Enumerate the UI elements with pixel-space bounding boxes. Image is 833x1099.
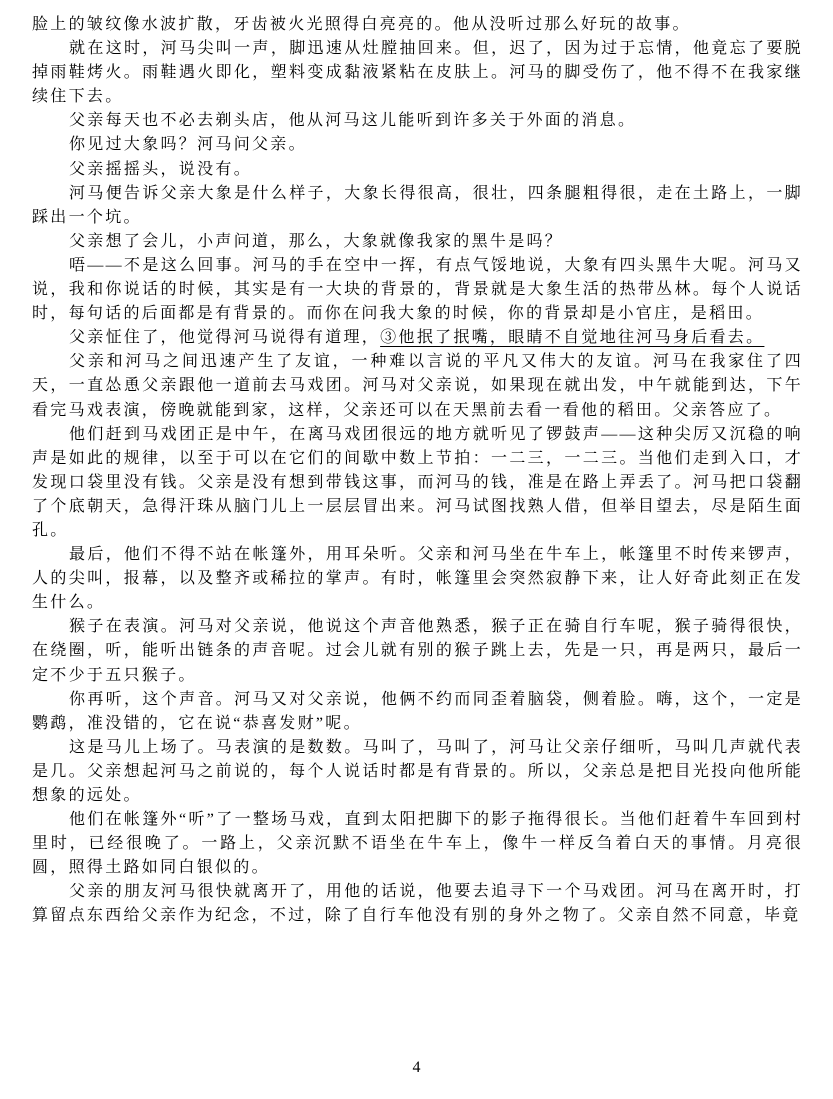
text-segment: 他们在帐篷外“听”了一整场马戏，直到太阳把脚下的影子拖得很长。当他们赶着牛车回到村里时，已经很晚了。一路上，父亲沉默不语坐在牛车上，像牛一样反刍着白天的事情。月亮很圆，照得土路如同白银似的。 xyxy=(32,811,803,877)
paragraph xyxy=(32,230,803,254)
text-segment: 脸上的皱纹像水波扩散，牙齿被火光照得白亮亮的。他从没听过那么好玩的故事。 xyxy=(32,16,691,33)
paragraph xyxy=(32,880,803,928)
text-segment: 父亲摇摇头，说没有。 xyxy=(69,160,253,178)
page-number: 4 xyxy=(412,1059,421,1076)
paragraph xyxy=(32,182,803,230)
text-segment: 就在这时，河马尖叫一声，脚迅速从灶膛抽回来。但，迟了，因为过于忘情，他竟忘了要脱掉雨鞋烤火。雨鞋遇火即化，塑料变成黏液紧粘在皮肤上。河马的脚受伤了，他不得不在我家继续住下去。 xyxy=(32,40,803,106)
paragraph xyxy=(32,350,803,422)
text-segment: 父亲和河马之间迅速产生了友谊，一种难以言说的平凡又伟大的友谊。河马在我家住了四天，一直怂恿父亲跟他一道前去马戏团。河马对父亲说，如果现在就出发，中午就能到达，下午看完马戏表演，傍晚就能到家，这样，父亲还可以在天黑前去看一看他的稻田。父亲答应了。 xyxy=(32,353,803,419)
paragraph xyxy=(32,808,803,880)
paragraph xyxy=(32,423,803,543)
paragraph xyxy=(32,109,803,133)
text-segment: 猴子在表演。河马对父亲说，他说这个声音他熟悉，猴子正在骑自行车呢，猴子骑得很快，在绕圈，听，能听出链条的声音呢。过会儿就有别的猴子跳上去，先是一只，再是两只，最后一定不少于五只猴子。 xyxy=(32,618,803,684)
text-segment: 父亲怔住了，他觉得河马说得有道理， xyxy=(69,329,381,347)
paragraph xyxy=(32,158,803,182)
underlined-sentence: ③他抿了抿嘴，眼睛不自觉地往河马身后看去。 xyxy=(380,329,765,347)
paragraph xyxy=(32,133,803,157)
text-segment: 父亲的朋友河马很快就离开了，用他的话说，他要去追寻下一个马戏团。河马在离开时，打算留点东西给父亲作为纪念，不过，除了自行车他没有别的身外之物了。父亲自然不同意，毕竟 xyxy=(32,883,803,925)
paragraph xyxy=(32,13,803,37)
paragraph xyxy=(32,254,803,326)
text-segment: 你见过大象吗？河马问父亲。 xyxy=(69,136,307,154)
text-segment: 唔——不是这么回事。河马的手在空中一挥，有点气馁地说，大象有四头黑牛大呢。河马又说，我和你说话的时候，其实是有一大块的背景的，背景就是大象生活的热带丛林。每个人说话时，每句话的后面都是有背景的。而你在问我大象的时候，你的背景却是小官庄，是稻田。 xyxy=(32,256,803,323)
text-segment: 河马便告诉父亲大象是什么样子，大象长得很高，很壮，四条腿粗得很，走在土路上，一脚踩出一个坑。 xyxy=(32,184,803,226)
paragraph xyxy=(32,326,803,350)
text-segment: 父亲每天也不必去剃头店，他从河马这儿能听到许多关于外面的消息。 xyxy=(69,112,637,130)
paragraph xyxy=(32,736,803,808)
paragraph xyxy=(32,688,803,736)
paragraph xyxy=(32,37,803,109)
text-segment: 最后，他们不得不站在帐篷外，用耳朵听。父亲和河马坐在牛车上，帐篷里不时传来锣声，人的尖叫，报幕，以及整齐或稀拉的掌声。有时，帐篷里会突然寂静下来，让人好奇此刻正在发生什么。 xyxy=(32,546,803,612)
text-segment: 这是马儿上场了。马表演的是数数。马叫了，马叫了，河马让父亲仔细听，马叫几声就代表是几。父亲想起河马之前说的，每个人说话时都是有背景的。所以，父亲总是把目光投向他所能想象的远处。 xyxy=(32,738,803,804)
document-body xyxy=(32,13,803,929)
paragraph xyxy=(32,615,803,687)
text-segment: 你再听，这个声音。河马又对父亲说，他俩不约而同歪着脑袋，侧着脸。嗨，这个，一定是鹦鹉，准没错的，它在说“恭喜发财”呢。 xyxy=(32,690,803,732)
text-segment: 父亲想了会儿，小声问道，那么，大象就像我家的黑牛是吗？ xyxy=(69,232,564,250)
paragraph xyxy=(32,543,803,615)
text-segment: 他们赶到马戏团正是中午，在离马戏团很远的地方就听见了锣鼓声——这种尖厉又沉稳的响声是如此的规律，以至于可以在它们的间歇中数上节拍：一二三，一二三。当他们走到入口，才发现口袋里没有钱。父亲是没有想到带钱这事，而河马的钱，准是在路上弄丢了。河马把口袋翻了个底朝天，急得汗珠从脑门儿上一层层冒出来。河马试图找熟人借，但举目望去，尽是陌生面孔。 xyxy=(32,425,803,539)
